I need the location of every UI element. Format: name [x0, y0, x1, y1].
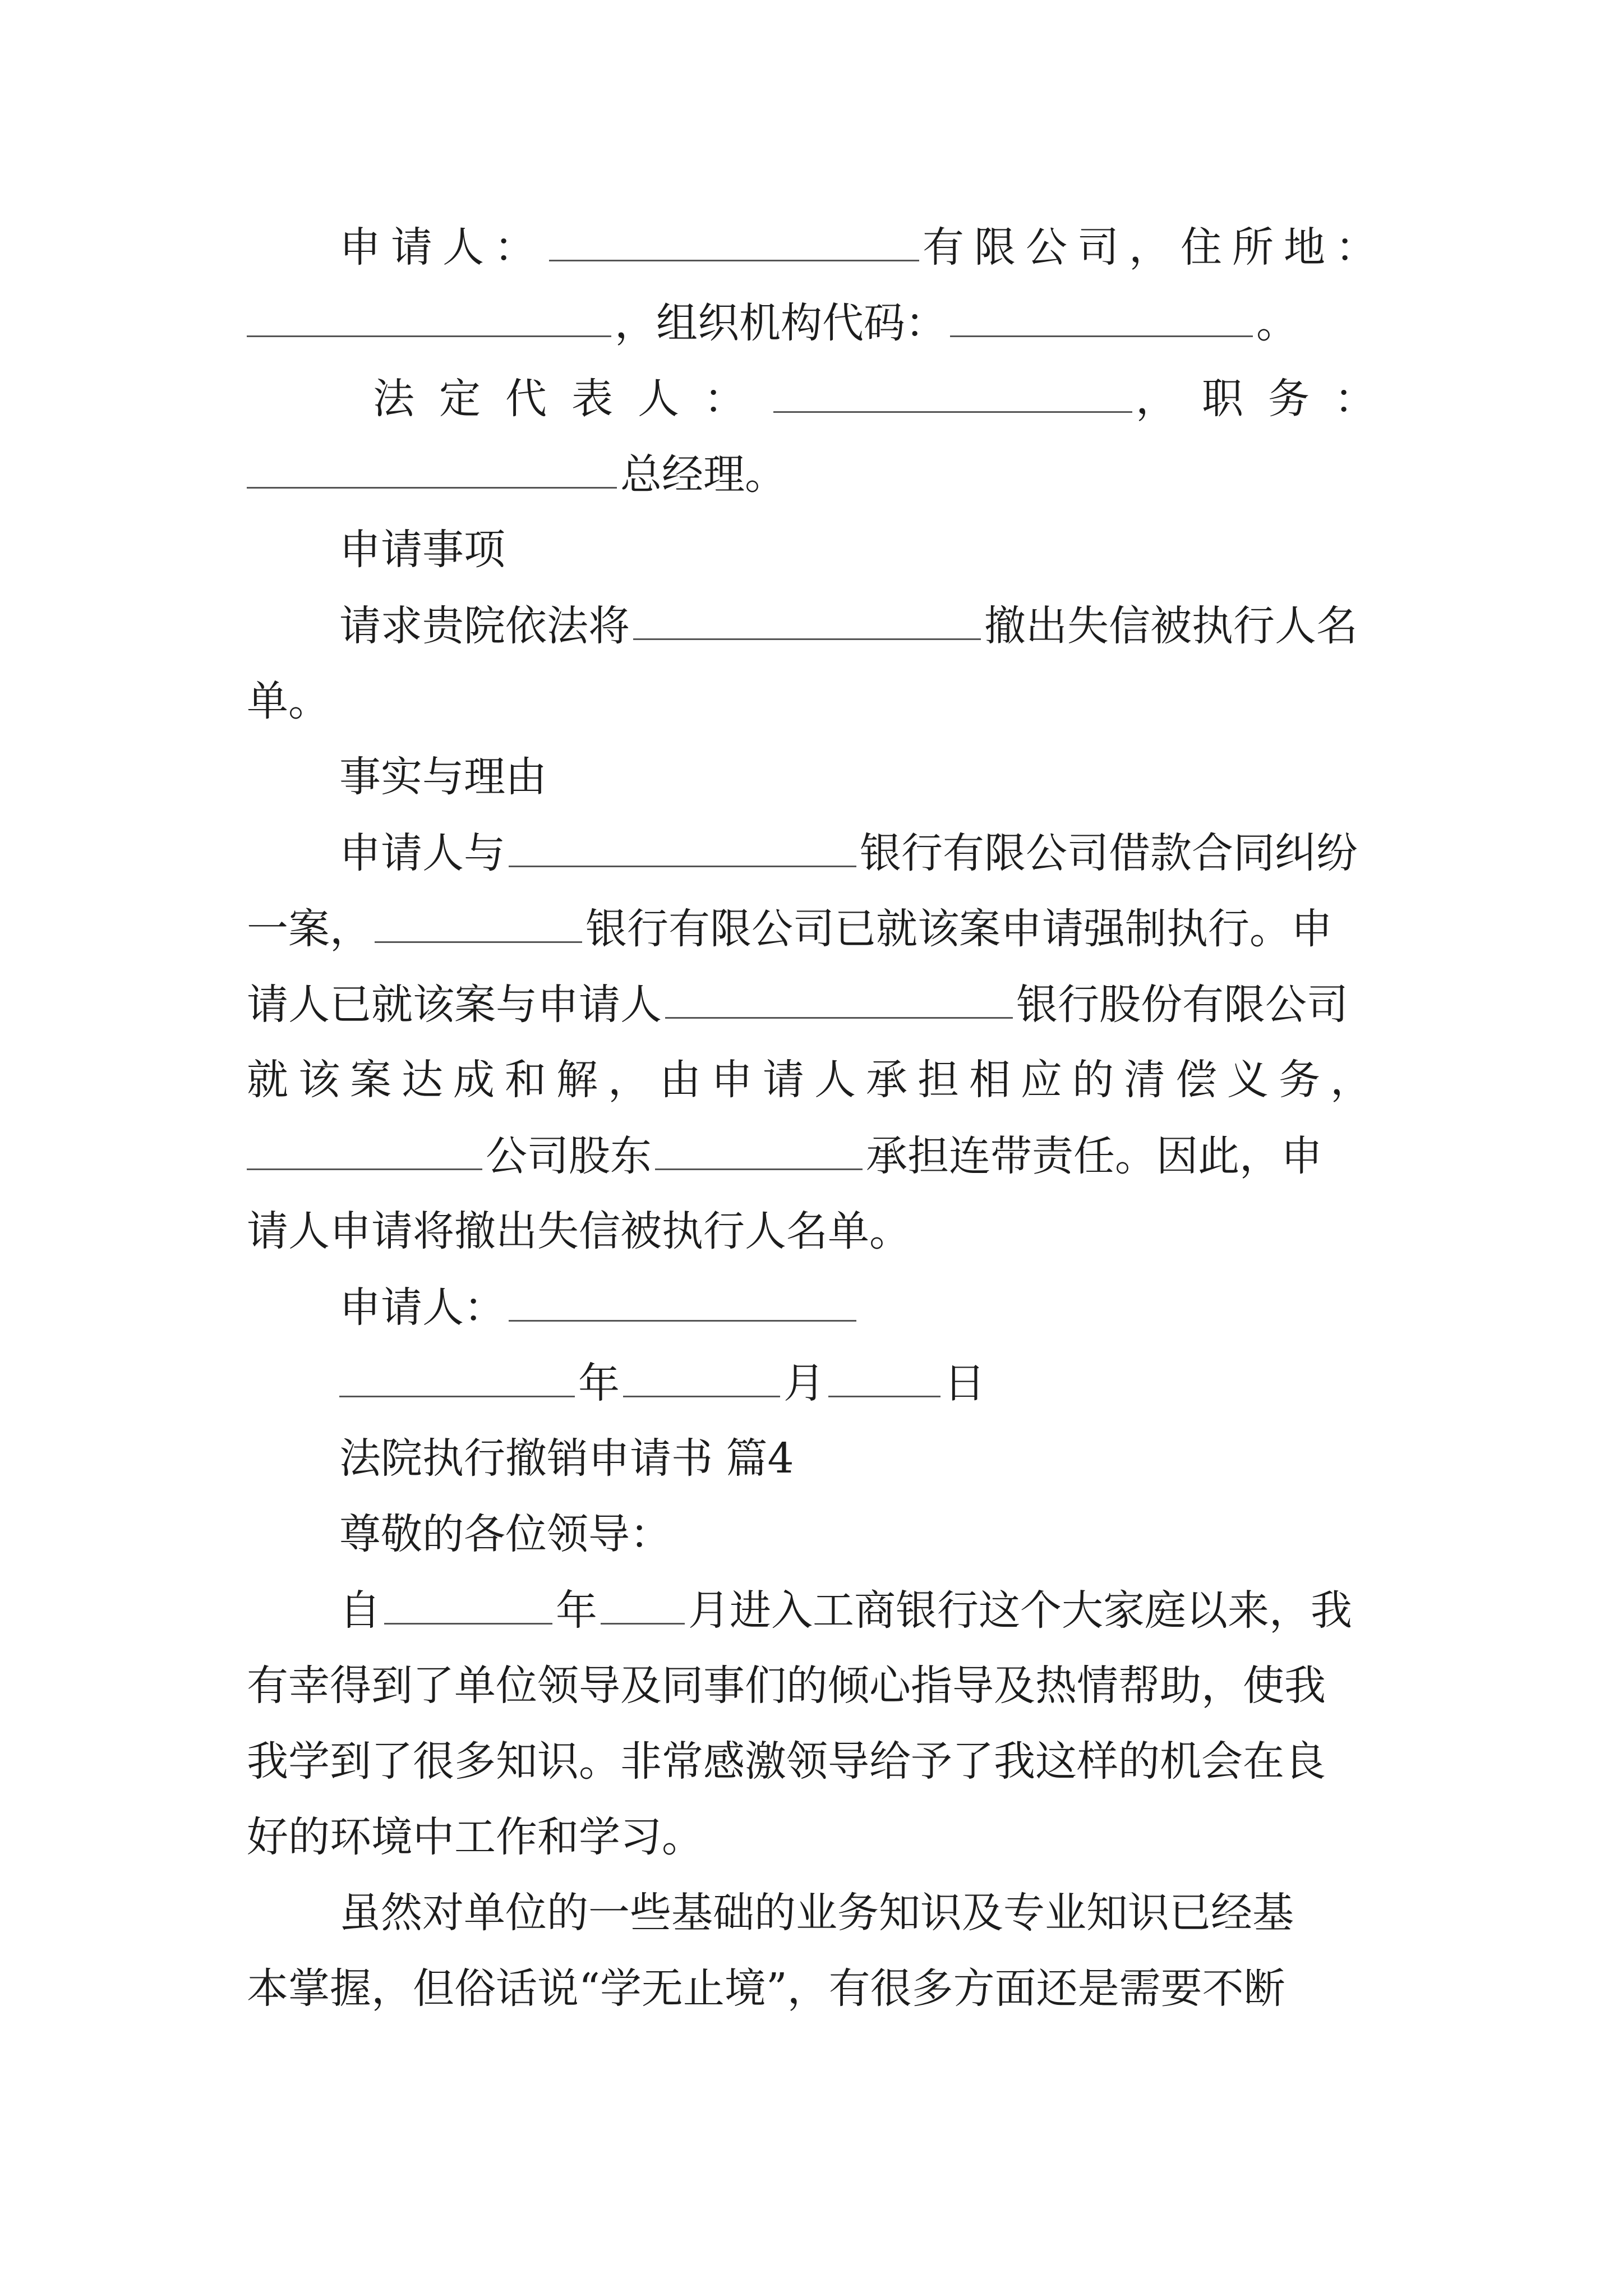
applicant-label: 申请人： — [339, 223, 546, 272]
letter-text: 年 — [556, 1586, 597, 1635]
applicant-name-blank — [549, 210, 919, 261]
facts-line-5 — [247, 1119, 1391, 1192]
shareholder-blank — [655, 1119, 863, 1170]
facts-line-1 — [339, 816, 1391, 889]
section4-title: 法院执行撤销申请书 篇4 — [339, 1434, 794, 1483]
start-year-blank — [384, 1573, 552, 1625]
request-line — [339, 589, 1391, 662]
legal-rep-blank — [773, 362, 1132, 413]
facts-line-4: 就该案达成和解，由申请人承担相应的清偿义务， — [247, 1056, 1382, 1104]
year-label: 年 — [578, 1359, 620, 1407]
year-blank — [339, 1346, 575, 1397]
facts-text: 银行股份有限公司 — [1016, 981, 1348, 1029]
position-blank — [247, 438, 617, 489]
section4-line-2: 有幸得到了单位领导及同事们的倾心指导及热情帮助，使我 — [247, 1662, 1326, 1710]
request-text-end: 撤出失信被执行人名 — [984, 602, 1358, 650]
address-blank — [247, 286, 611, 337]
legal-rep-line — [373, 362, 1400, 435]
facts-text: 承担连带责任。因此，申 — [866, 1132, 1322, 1180]
signature-line — [339, 1271, 1391, 1343]
letter-text: 自 — [339, 1586, 381, 1635]
day-blank — [828, 1346, 940, 1397]
period: 。 — [1256, 299, 1298, 347]
position-label: ，职务： — [1136, 375, 1400, 423]
date-line — [339, 1346, 1391, 1419]
section4-line-6: 本掌握，但俗话说“学无止境”，有很多方面还是需要不断 — [247, 1964, 1285, 2013]
start-month-blank — [601, 1573, 685, 1625]
bank-name-blank — [509, 816, 856, 867]
month-label: 月 — [783, 1359, 825, 1407]
section4-line-1 — [339, 1573, 1391, 1646]
request-blank — [633, 589, 981, 640]
facts-line-3 — [247, 968, 1391, 1041]
signature-applicant-label: 申请人： — [339, 1283, 505, 1332]
org-code-label: ，组织机构代码： — [615, 299, 947, 347]
bank-name-blank-2 — [375, 892, 582, 943]
facts-line-2 — [247, 892, 1391, 965]
signature-blank — [509, 1271, 856, 1322]
legal-rep-label: 法定代表人： — [373, 375, 770, 423]
facts-text: 申请人与 — [339, 829, 505, 877]
facts-text: 请人已就该案与申请人 — [247, 981, 662, 1029]
request-text-start: 请求贵院依法将 — [339, 602, 630, 650]
day-label: 日 — [944, 1359, 985, 1407]
facts-heading: 事实与理由 — [339, 753, 547, 801]
facts-text: 一案， — [247, 905, 371, 953]
month-blank — [623, 1346, 780, 1397]
position-line — [247, 438, 1391, 510]
applicant-line — [339, 210, 1391, 283]
facts-text: 公司股东 — [486, 1132, 652, 1180]
facts-text: 银行有限公司借款合同纠纷 — [860, 829, 1358, 877]
facts-text: 银行有限公司已就该案申请强制执行。申 — [585, 905, 1332, 953]
section4-line-5: 虽然对单位的一些基础的业务知识及专业知识已经基 — [339, 1889, 1294, 1937]
position-value: 总经理。 — [620, 450, 786, 499]
company-blank — [247, 1119, 482, 1170]
section4-salutation: 尊敬的各位领导： — [339, 1510, 671, 1558]
bank-name-blank-3 — [665, 968, 1013, 1019]
section4-line-3: 我学到了很多知识。非常感激领导给予了我这样的机会在良 — [247, 1737, 1326, 1786]
company-suffix: 有限公司，住所地： — [923, 223, 1387, 272]
request-wrap: 单。 — [247, 677, 330, 725]
letter-text: 月进入工商银行这个大家庭以来，我 — [688, 1586, 1352, 1635]
request-heading: 申请事项 — [339, 526, 505, 574]
address-line — [247, 286, 1391, 359]
org-code-blank — [950, 286, 1253, 337]
section4-line-4: 好的环境中工作和学习。 — [247, 1813, 703, 1861]
facts-line-6: 请人申请将撤出失信被执行人名单。 — [247, 1207, 911, 1255]
